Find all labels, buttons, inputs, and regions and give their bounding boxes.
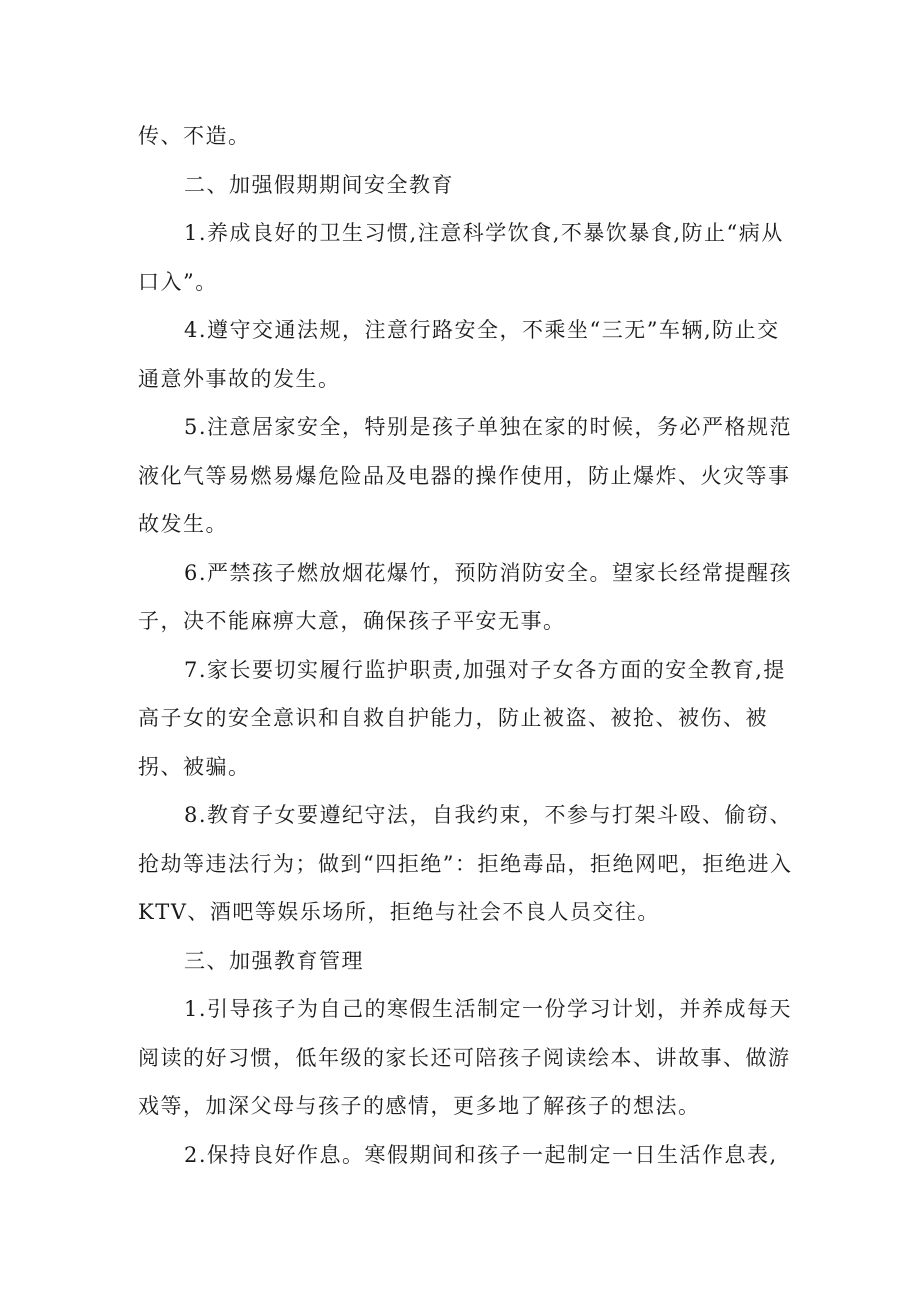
section-heading-safety-education: 二、加强假期期间安全教育 xyxy=(184,172,454,197)
paragraph-study-plan: 1.引导孩子为自己的寒假生活制定一份学习计划，并养成每天阅读的好习惯，低年级的家长还可陪孩子阅读绘本、讲故事、做游戏等，加深父母与孩子的感情，更多地了解孩子的想法。 xyxy=(138,997,793,1118)
paragraph-law-abiding: 8.教育子女要遵纪守法，自我约束，不参与打架斗殴、偷窃、抢劫等违法行为；做到“四拒绝”：拒绝毒品，拒绝网吧，拒绝进入KTV、酒吧等娱乐场所，拒绝与社会不良人员交往。 xyxy=(138,803,793,924)
paragraph-continuation: 传、不造。 xyxy=(138,124,251,148)
paragraph-home-safety: 5.注意居家安全，特别是孩子单独在家的时候，务必严格规范液化气等易燃易爆危险品及电器的操作使用，防止爆炸、火灾等事故发生。 xyxy=(138,415,793,536)
paragraph-guardian-duty: 7.家长要切实履行监护职责,加强对子女各方面的安全教育,提高子女的安全意识和自救自护能力，防止被盗、被抢、被伤、被拐、被骗。 xyxy=(138,657,786,779)
document-body xyxy=(138,112,798,1179)
paragraph-hygiene: 1.养成良好的卫生习惯,注意科学饮食,不暴饮暴食,防止“病从口入”。 xyxy=(138,221,784,294)
paragraph-traffic: 4.遵守交通法规，注意行路安全，不乘坐“三无”车辆,防止交通意外事故的发生。 xyxy=(138,318,780,391)
section-heading-education-management: 三、加强教育管理 xyxy=(184,948,364,973)
paragraph-schedule: 2.保持良好作息。寒假期间和孩子一起制定一日生活作息表, xyxy=(184,1142,778,1167)
paragraph-fireworks: 6.严禁孩子燃放烟花爆竹，预防消防安全。望家长经常提醒孩子，决不能麻痹大意，确保孩子平安无事。 xyxy=(138,560,793,633)
